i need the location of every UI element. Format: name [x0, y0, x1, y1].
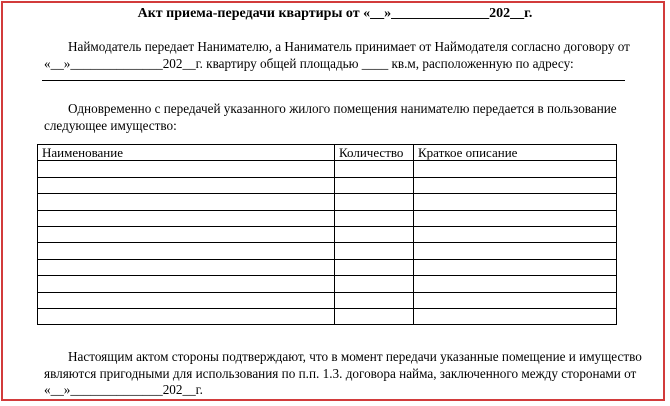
table-cell[interactable] — [335, 259, 414, 275]
table-header-row — [38, 145, 617, 161]
table-cell[interactable] — [414, 292, 617, 308]
table-row — [38, 276, 617, 292]
table-cell[interactable] — [38, 226, 335, 242]
table-cell[interactable] — [414, 259, 617, 275]
table-cell[interactable] — [335, 210, 414, 226]
table-cell[interactable] — [335, 243, 414, 259]
table-cell[interactable] — [414, 194, 617, 210]
table-row — [38, 243, 617, 259]
table-cell[interactable] — [38, 308, 335, 324]
para1-line1: Наймодатель передает Нанимателю, а Наниматель принимает от Наймодателя согласно договору от — [68, 39, 630, 54]
table-row — [38, 308, 617, 324]
table-cell[interactable] — [414, 210, 617, 226]
table-cell[interactable] — [335, 308, 414, 324]
table-cell[interactable] — [38, 177, 335, 193]
table-row — [38, 177, 617, 193]
table-row — [38, 161, 617, 177]
table-cell[interactable] — [38, 194, 335, 210]
table-cell[interactable] — [335, 194, 414, 210]
table-cell[interactable] — [414, 161, 617, 177]
table-cell[interactable] — [335, 292, 414, 308]
table-cell[interactable] — [335, 226, 414, 242]
table-row — [38, 194, 617, 210]
table-cell[interactable] — [414, 308, 617, 324]
table-cell[interactable] — [414, 177, 617, 193]
para3-line2: являются пригодными для использования по п.п. 1.3. договора найма, заключенного между сторонами от — [44, 366, 637, 381]
table-row — [38, 226, 617, 242]
table-cell[interactable] — [38, 161, 335, 177]
para2-line2: следующее имущество: — [44, 118, 177, 133]
para2-line1: Одновременно с передачей указанного жилого помещения нанимателю передается в пользование — [68, 101, 617, 116]
header-name: Наименование — [38, 145, 335, 161]
table-cell[interactable] — [414, 226, 617, 242]
table-cell[interactable] — [414, 243, 617, 259]
table-cell[interactable] — [38, 292, 335, 308]
table-row — [38, 210, 617, 226]
table-cell[interactable] — [38, 259, 335, 275]
document-title: Акт приема-передачи квартиры от «__»______________202__г. — [137, 6, 533, 21]
address-blank-line — [42, 80, 625, 81]
header-description: Краткое описание — [414, 145, 617, 161]
table-cell[interactable] — [38, 210, 335, 226]
table-row — [38, 259, 617, 275]
table-cell[interactable] — [335, 276, 414, 292]
para3-line1: Настоящим актом стороны подтверждают, что в момент передачи указанные помещение и имущество — [68, 349, 642, 364]
para1-line2: «__»______________202__г. квартиру общей площадью ____ кв.м, расположенную по адресу: — [44, 56, 574, 71]
property-table — [37, 144, 617, 325]
table-row — [38, 292, 617, 308]
table-cell[interactable] — [335, 161, 414, 177]
para3-line3: «__»______________202__г. — [44, 382, 203, 397]
table-cell[interactable] — [414, 276, 617, 292]
table-cell[interactable] — [38, 276, 335, 292]
header-quantity: Количество — [335, 145, 414, 161]
table-cell[interactable] — [335, 177, 414, 193]
table-cell[interactable] — [38, 243, 335, 259]
